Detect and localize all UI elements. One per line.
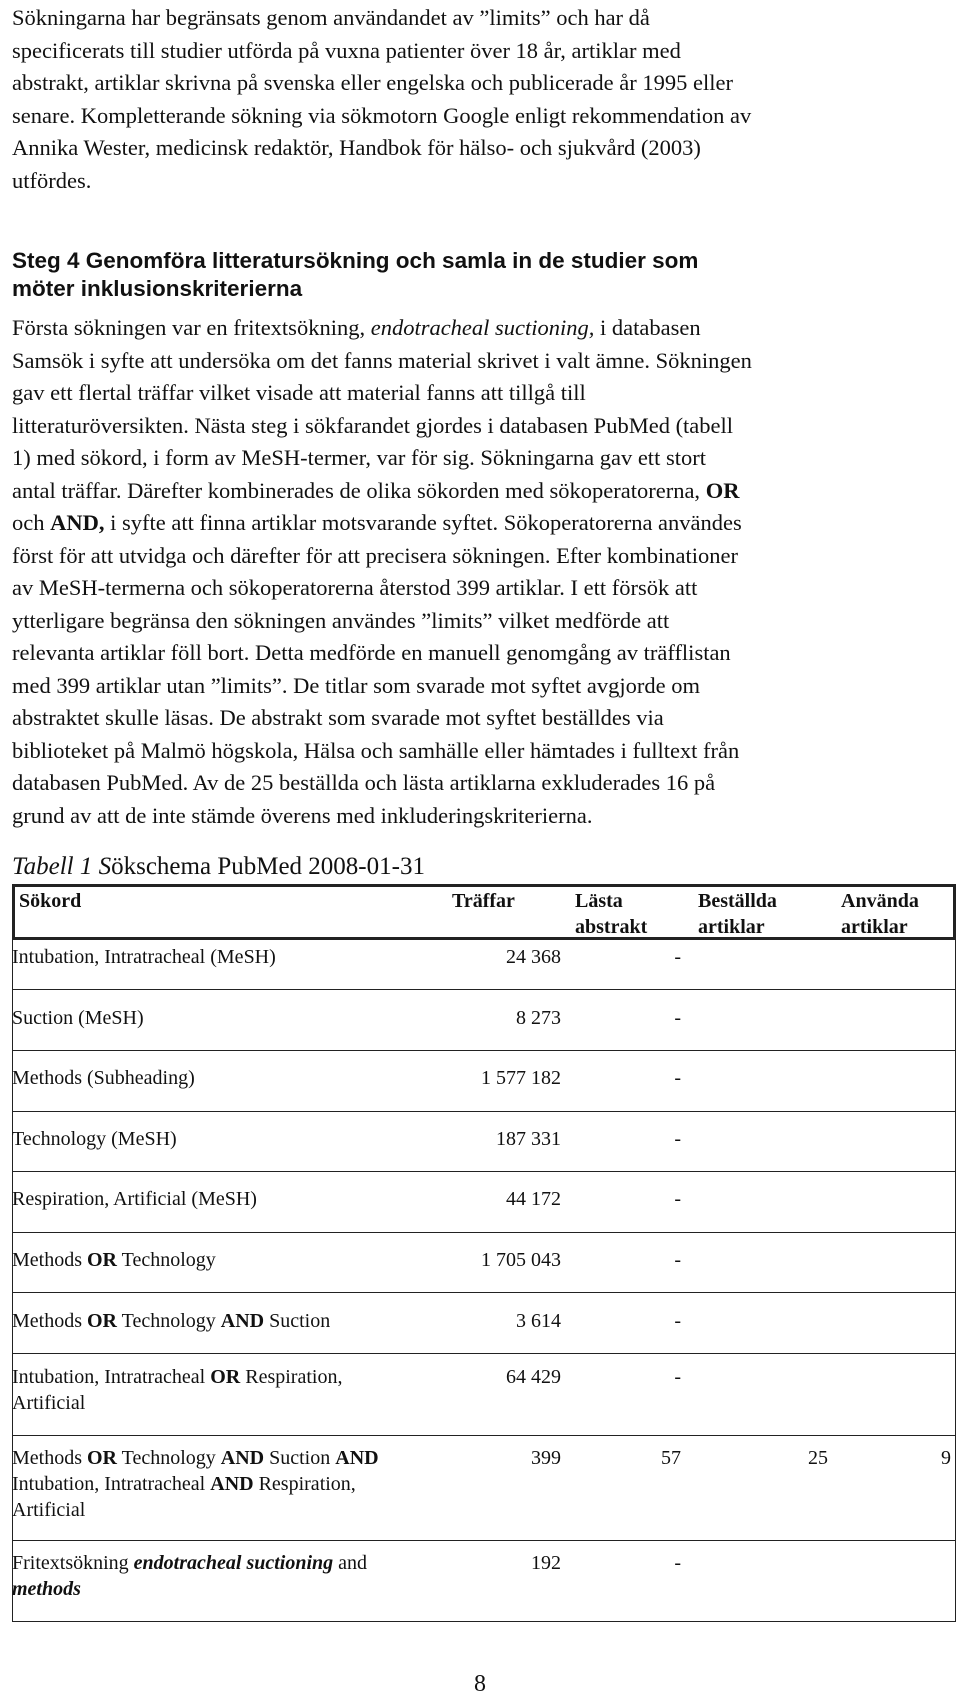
text-line: databasen PubMed. Av de 25 beställda och lästa artiklarna exkluderades 16 på bbox=[12, 770, 716, 795]
row-divider bbox=[12, 1232, 956, 1233]
search-term: Intubation, Intratracheal bbox=[12, 1473, 206, 1495]
cell-sokord: Respiration, Artificial (MeSH) bbox=[12, 1188, 257, 1210]
operator-and: AND, bbox=[50, 510, 105, 535]
operator-and: AND bbox=[335, 1447, 379, 1469]
cell-lasta: - bbox=[674, 1007, 681, 1029]
row-divider bbox=[12, 1050, 956, 1051]
search-term: Respiration, bbox=[258, 1473, 356, 1495]
operator-or: OR bbox=[87, 1447, 117, 1469]
cell-traffar: 8 273 bbox=[516, 1007, 561, 1029]
text-segment: i databasen bbox=[600, 315, 701, 340]
text-line: av MeSH-termerna och sökoperatorerna återstod 399 artiklar. I ett försök att bbox=[12, 575, 698, 600]
header-line: artiklar bbox=[841, 916, 908, 938]
operator-and: AND bbox=[210, 1473, 254, 1495]
search-term: Suction bbox=[269, 1310, 331, 1332]
search-term: Methods bbox=[12, 1310, 82, 1332]
operator-or: OR bbox=[210, 1366, 241, 1388]
cell-traffar: 44 172 bbox=[506, 1188, 561, 1210]
header-line: Lästa bbox=[575, 890, 623, 912]
cell-sokord bbox=[12, 1445, 379, 1523]
text-line: ytterligare begränsa den sökningen användes ”limits” vilket medförde att bbox=[12, 607, 670, 633]
cell-lasta: - bbox=[674, 1128, 681, 1150]
header-bestallda-artiklar bbox=[698, 888, 777, 940]
text-line: 1) med sökord, i form av MeSH-termer, var för sig. Sökningarna gav ett stort bbox=[12, 445, 706, 470]
header-lasta-abstrakt bbox=[575, 888, 647, 940]
operator-or: OR bbox=[87, 1310, 117, 1332]
text-line: grund av att de inte stämde överens med inkluderingskriterierna. bbox=[12, 802, 593, 828]
text-segment: antal träffar. Därefter kombinerades de olika sökorden med sökoperatorerna, bbox=[12, 477, 701, 503]
search-term: and bbox=[338, 1552, 368, 1574]
cell-sokord: Technology (MeSH) bbox=[12, 1128, 177, 1150]
cell-sokord: Suction (MeSH) bbox=[12, 1007, 144, 1029]
cell-anvanda: 9 bbox=[941, 1447, 951, 1469]
text-line: gav ett flertal träffar vilket visade att material fanns att tillgå till bbox=[12, 380, 586, 405]
text-segment: Första sökningen var en fritextsökning, bbox=[12, 315, 366, 340]
cell-lasta: - bbox=[674, 1310, 681, 1332]
cell-sokord bbox=[12, 1247, 216, 1273]
row-divider bbox=[12, 1292, 956, 1293]
cell-sokord bbox=[12, 1364, 342, 1416]
header-traffar: Träffar bbox=[452, 890, 515, 912]
cell-lasta: - bbox=[674, 946, 681, 968]
caption-label: Tabell 1 S bbox=[12, 853, 112, 880]
text-line bbox=[12, 312, 924, 345]
heading-line: Steg 4 Genomföra litteratursökning och samla in de studier som bbox=[12, 248, 699, 273]
cell-bestallda: 25 bbox=[808, 1447, 828, 1469]
italic-term: methods bbox=[12, 1578, 81, 1600]
text-segment: i syfte att finna artiklar motsvarande syftet. Sökoperatorerna användes bbox=[110, 510, 742, 535]
search-term: Suction bbox=[269, 1447, 331, 1469]
search-term: Intubation, Intratracheal bbox=[12, 1366, 206, 1388]
text-line: abstrakt, artiklar skrivna på svenska eller engelska och publicerade år 1995 eller bbox=[12, 70, 733, 95]
body-paragraph bbox=[12, 312, 924, 832]
text-line: biblioteket på Malmö högskola, Hälsa och samhälle eller hämtades i fulltext från bbox=[12, 737, 740, 763]
text-line: senare. Kompletterande sökning via sökmotorn Google enligt rekommendation av bbox=[12, 102, 752, 128]
text-line bbox=[12, 507, 924, 540]
cell-traffar: 24 368 bbox=[506, 946, 561, 968]
italic-term: endotracheal suctioning, bbox=[370, 315, 595, 340]
header-line: artiklar bbox=[698, 916, 765, 938]
cell-lasta: - bbox=[674, 1067, 681, 1089]
intro-paragraph bbox=[12, 2, 912, 197]
cell-lasta: - bbox=[674, 1552, 681, 1574]
row-divider bbox=[12, 989, 956, 990]
caption-text: ökschema PubMed 2008-01-31 bbox=[111, 853, 425, 880]
row-divider bbox=[12, 1171, 956, 1172]
operator-and: AND bbox=[220, 1447, 265, 1469]
text-segment: och bbox=[12, 510, 45, 535]
header-sokord: Sökord bbox=[19, 890, 82, 912]
cell-traffar: 399 bbox=[531, 1447, 561, 1469]
cell-sokord: Intubation, Intratracheal (MeSH) bbox=[12, 946, 276, 968]
cell-lasta: - bbox=[674, 1188, 681, 1210]
cell-lasta: - bbox=[674, 1249, 681, 1271]
text-line: abstraktet skulle läsas. De abstrakt som svarade mot syftet beställdes via bbox=[12, 705, 664, 730]
cell-sokord: Methods (Subheading) bbox=[12, 1067, 195, 1089]
text-line: utfördes. bbox=[12, 167, 92, 193]
cell-traffar: 192 bbox=[531, 1552, 561, 1574]
text-line: Sökningarna har begränsats genom användandet av ”limits” och har då bbox=[12, 5, 650, 30]
cell-lasta: - bbox=[674, 1366, 681, 1388]
search-schema-table bbox=[12, 884, 956, 1622]
cell-lasta: 57 bbox=[661, 1447, 681, 1469]
cell-traffar: 64 429 bbox=[506, 1366, 561, 1388]
search-term: Methods bbox=[12, 1447, 82, 1469]
text-line: specificerats till studier utförda på vuxna patienter över 18 år, artiklar med bbox=[12, 37, 681, 63]
search-term: Fritextsökning bbox=[12, 1552, 129, 1574]
text-line: litteraturöversikten. Nästa steg i sökfarandet gjordes i databasen PubMed (tabell bbox=[12, 412, 734, 438]
header-line: abstrakt bbox=[575, 916, 648, 938]
text-line bbox=[12, 475, 924, 508]
cell-traffar: 1 577 182 bbox=[481, 1067, 561, 1089]
operator-or: OR bbox=[87, 1249, 117, 1271]
search-term: Respiration, bbox=[245, 1366, 343, 1388]
cell-traffar: 3 614 bbox=[516, 1310, 561, 1332]
heading-line: möter inklusionskriterierna bbox=[12, 276, 303, 301]
italic-term: endotracheal suctioning bbox=[133, 1552, 334, 1574]
section-heading bbox=[12, 247, 912, 303]
row-divider bbox=[12, 1435, 956, 1436]
operator-and: AND bbox=[220, 1310, 265, 1332]
cell-traffar: 187 331 bbox=[496, 1128, 561, 1150]
table-caption bbox=[12, 852, 425, 882]
cell-sokord bbox=[12, 1550, 367, 1602]
text-line: relevanta artiklar föll bort. Detta medförde en manuell genomgång av träfflistan bbox=[12, 640, 731, 665]
header-line: Beställda bbox=[698, 890, 777, 912]
search-term: Technology bbox=[121, 1310, 216, 1332]
text-line: Annika Wester, medicinsk redaktör, Handbok för hälso- och sjukvård (2003) bbox=[12, 135, 701, 160]
search-term: Artificial bbox=[12, 1499, 86, 1521]
row-divider bbox=[12, 1540, 956, 1541]
search-term: Methods bbox=[12, 1249, 82, 1271]
row-divider bbox=[12, 1353, 956, 1354]
cell-sokord bbox=[12, 1308, 330, 1334]
header-line: Använda bbox=[841, 890, 919, 912]
text-line: med 399 artiklar utan ”limits”. De titlar som svarade mot syftet avgjorde om bbox=[12, 672, 700, 698]
text-line: först för att utvidga och därefter för att precisera sökningen. Efter kombinationer bbox=[12, 542, 738, 568]
row-divider bbox=[12, 1111, 956, 1112]
page-number: 8 bbox=[474, 1671, 486, 1697]
cell-traffar: 1 705 043 bbox=[481, 1249, 561, 1271]
operator-or: OR bbox=[705, 477, 740, 503]
search-term: Artificial bbox=[12, 1392, 86, 1414]
text-line: Samsök i syfte att undersöka om det fanns material skrivet i valt ämne. Sökningen bbox=[12, 347, 752, 373]
search-term: Technology bbox=[121, 1249, 216, 1271]
search-term: Technology bbox=[121, 1447, 216, 1469]
header-anvanda-artiklar bbox=[841, 888, 919, 940]
